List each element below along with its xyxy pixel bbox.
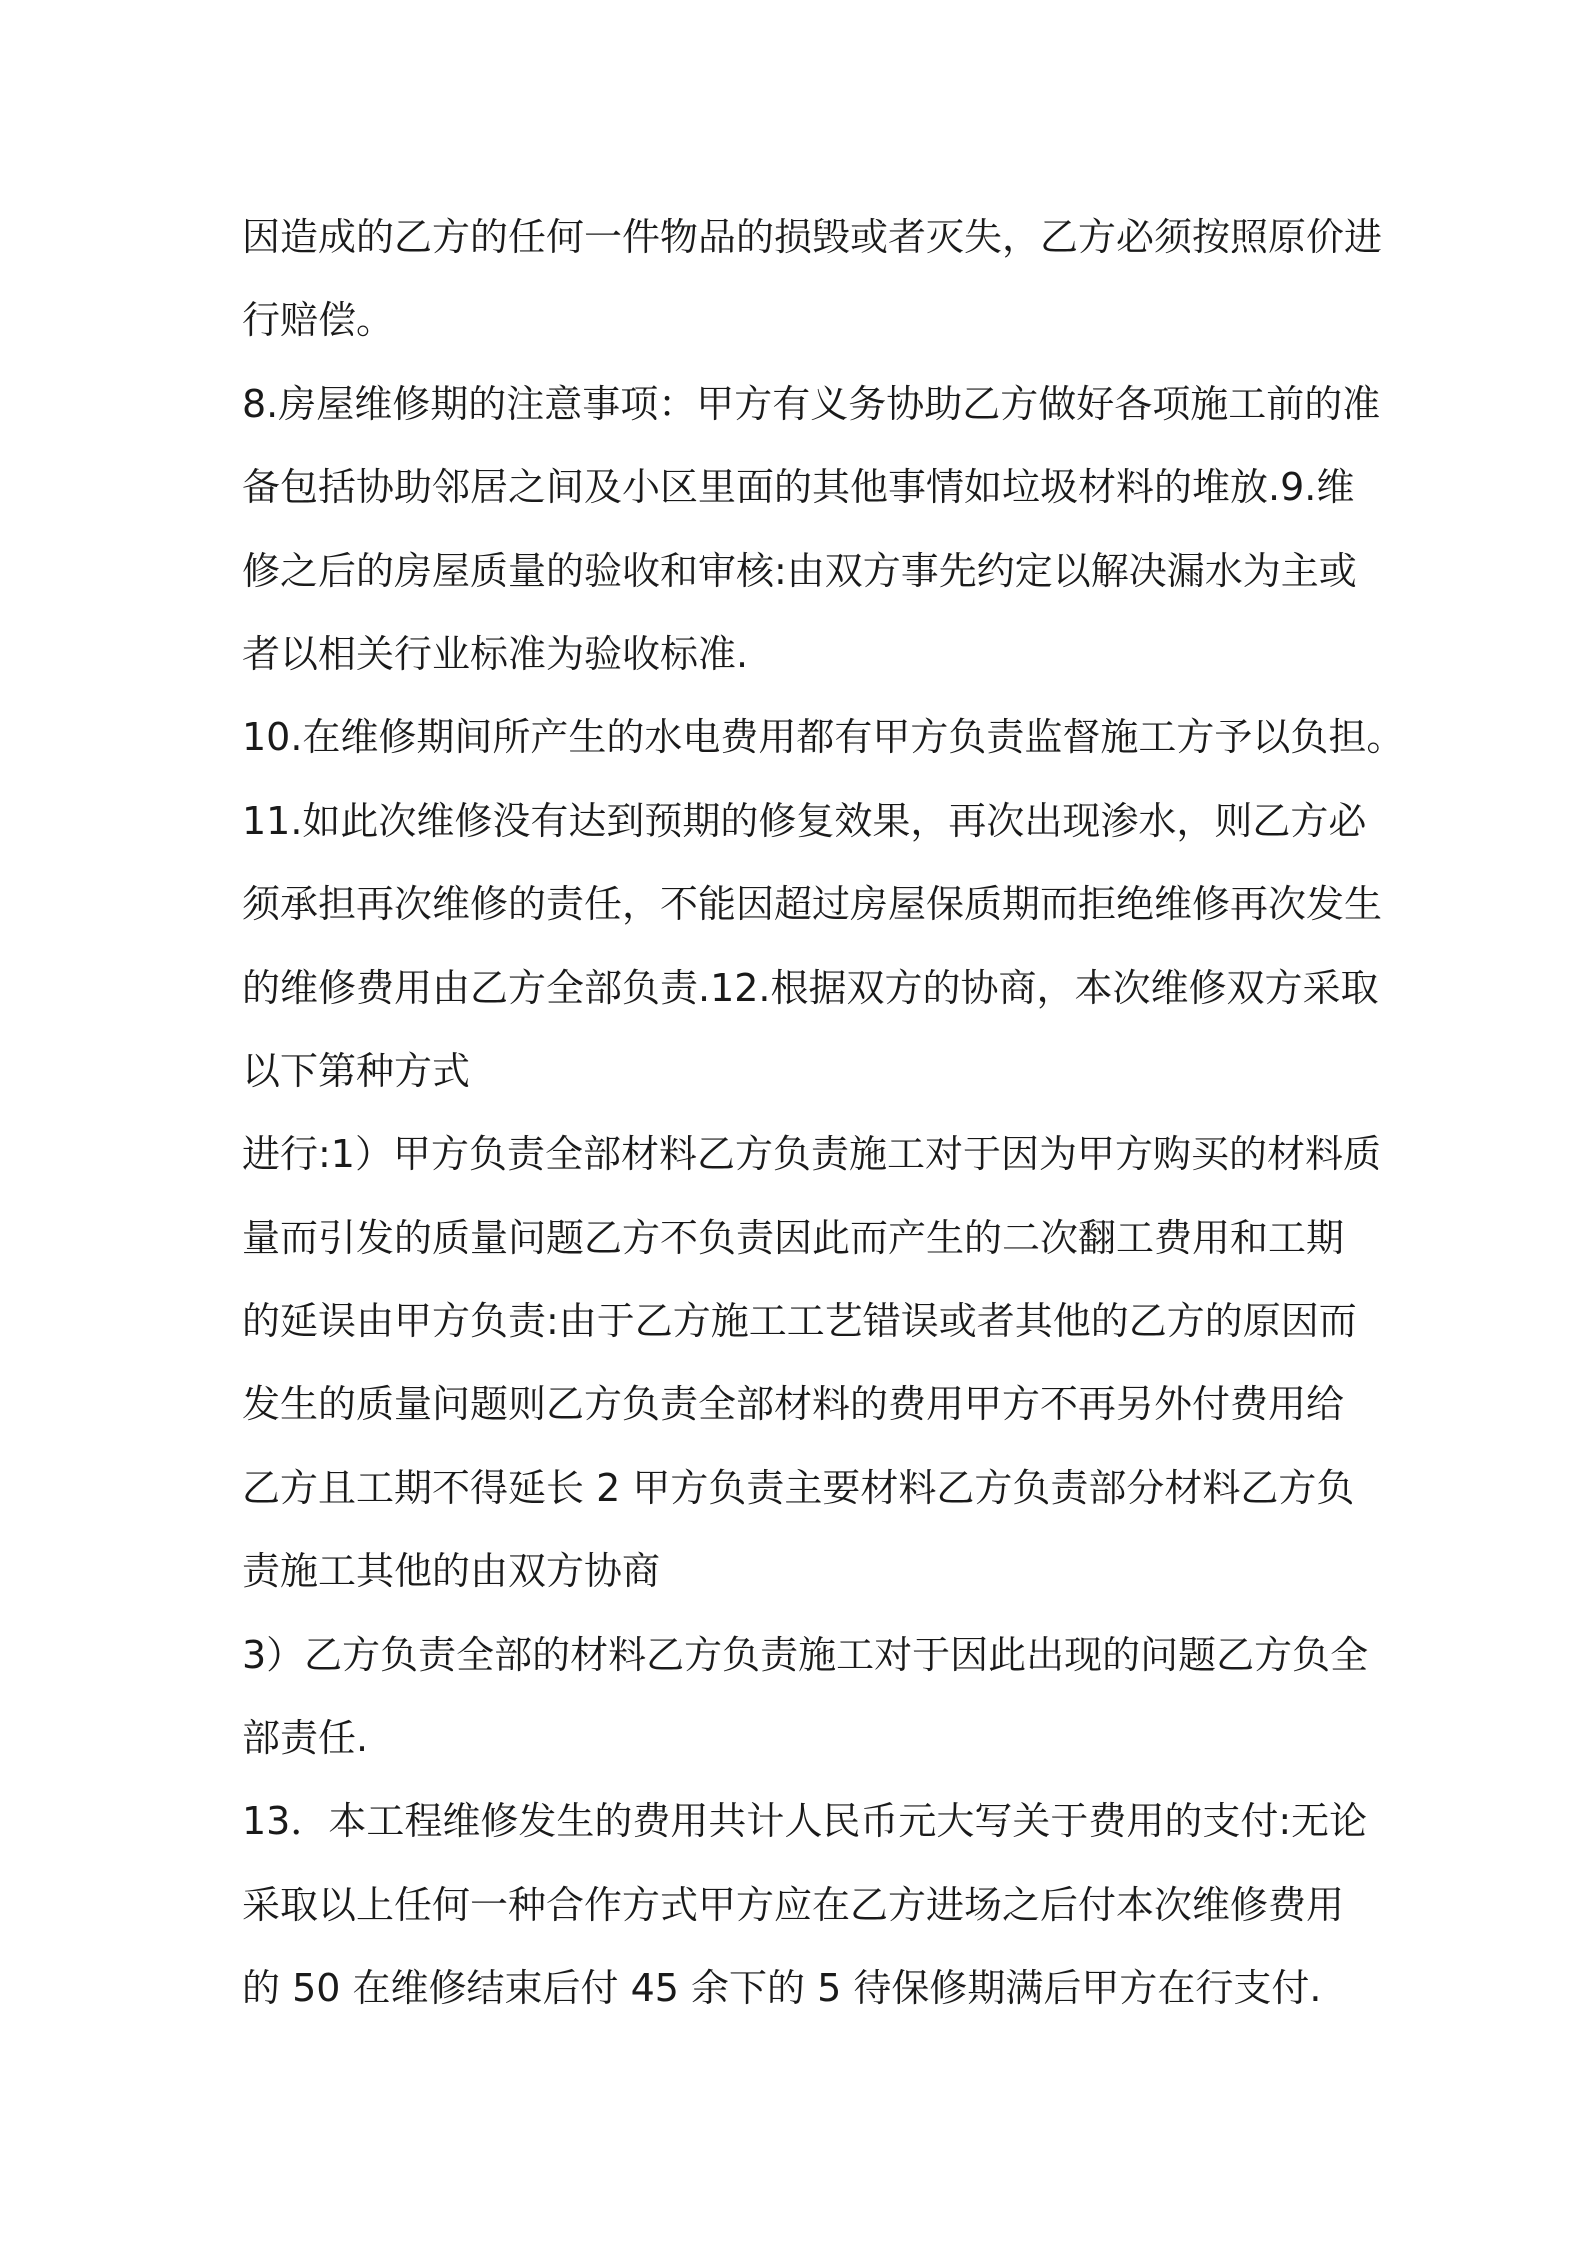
text-line: 8.房屋维修期的注意事项：甲方有义务协助乙方做好各项施工前的准 (242, 381, 1381, 426)
document-body (242, 196, 1472, 2031)
text-line: 采取以上任何一种合作方式甲方应在乙方进场之后付本次维修费用 (242, 1882, 1345, 1927)
text-line: 的 50 在维修结束后付 45 余下的 5 待保修期满后甲方在行支付. (242, 1966, 1322, 2011)
text-line: 乙方且工期不得延长 2 甲方负责主要材料乙方负责部分材料乙方负 (242, 1465, 1355, 1510)
text-line: 以下第种方式 (242, 1048, 471, 1093)
text-line: 责施工其他的由双方协商 (242, 1549, 661, 1594)
text-line: 者以相关行业标准为验收标准. (242, 631, 749, 676)
text-line: 的延误由甲方负责:由于乙方施工工艺错误或者其他的乙方的原因而 (242, 1299, 1357, 1344)
text-line: 部责任. (242, 1716, 369, 1761)
text-line: 的维修费用由乙方全部负责.12.根据双方的协商，本次维修双方采取 (242, 965, 1379, 1010)
text-line: 量而引发的质量问题乙方不负责因此而产生的二次翻工费用和工期 (242, 1215, 1345, 1260)
text-line: 行赔偿。 (242, 298, 395, 343)
text-line: 3）乙方负责全部的材料乙方负责施工对于因此出现的问题乙方负全 (242, 1632, 1369, 1677)
text-line: 须承担再次维修的责任，不能因超过房屋保质期而拒绝维修再次发生 (242, 882, 1383, 927)
text-line: 10.在维修期间所产生的水电费用都有甲方负责监督施工方予以负担。 (242, 715, 1405, 760)
text-line: 因造成的乙方的任何一件物品的损毁或者灭失，乙方必须按照原价进 (242, 215, 1383, 259)
text-line: 13．本工程维修发生的费用共计人民币元大写关于费用的支付:无论 (242, 1799, 1368, 1844)
text-line: 修之后的房屋质量的验收和审核:由双方事先约定以解决漏水为主或 (242, 548, 1357, 593)
text-line: 进行:1）甲方负责全部材料乙方负责施工对于因为甲方购买的材料质 (242, 1132, 1381, 1177)
text-line: 备包括协助邻居之间及小区里面的其他事情如垃圾材料的堆放.9.维 (242, 465, 1355, 510)
text-line: 11.如此次维修没有达到预期的修复效果，再次出现渗水，则乙方必 (242, 798, 1367, 843)
text-line: 发生的质量问题则乙方负责全部材料的费用甲方不再另外付费用给 (242, 1382, 1345, 1427)
